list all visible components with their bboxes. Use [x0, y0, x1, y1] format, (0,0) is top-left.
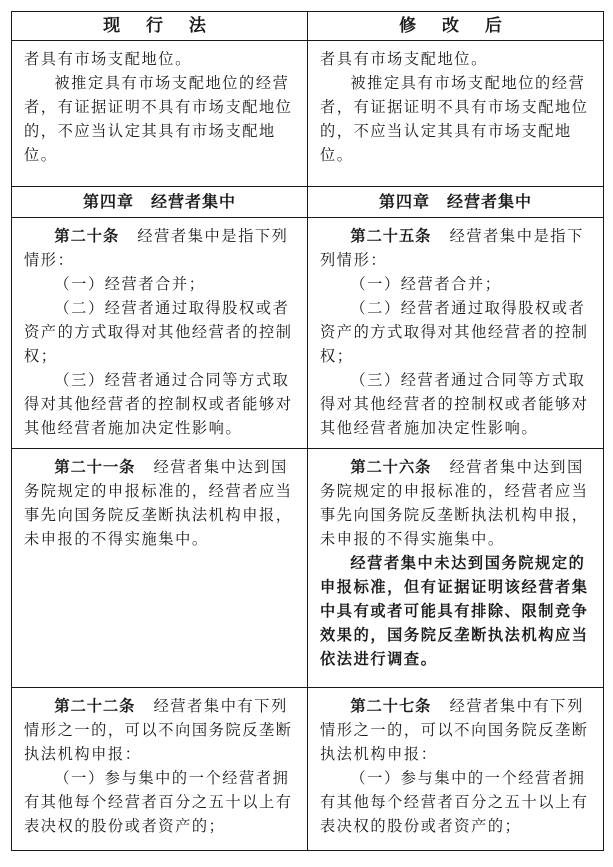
law-comparison-table — [11, 11, 604, 851]
article-paragraph — [24, 455, 297, 551]
paragraph: 被推定具有市场支配地位的经营者，有证据证明不具有市场支配地位的，不应当认定其具有市场支配地位。 — [24, 74, 293, 164]
article-text: 经营者集中达到国务院规定的申报标准的，经营者应当事先向国务院反垄断执法机构申报，未申报的不得实施集中。 — [24, 458, 293, 548]
article-text: 经营者集中有下列情形之一的，可以不向国务院反垄断执法机构申报： — [24, 697, 293, 763]
paragraph: 者具有市场支配地位。 — [24, 50, 192, 68]
article-paragraph — [320, 455, 593, 551]
list-item: （二）经营者通过取得股权或者资产的方式取得对其他经营者的控制权； — [24, 299, 293, 365]
cell-article-26-revised — [308, 449, 604, 688]
article-paragraph — [24, 694, 297, 766]
paragraph: 被推定具有市场支配地位的经营者，有证据证明不具有市场支配地位的，不应当认定其具有市场支配地位。 — [320, 74, 589, 164]
row-article-21 — [12, 449, 604, 688]
article-number: 第二十条 — [54, 227, 120, 245]
article-paragraph — [24, 224, 297, 272]
list-item: （三）经营者通过合同等方式取得对其他经营者的控制权或者能够对其他经营者施加决定性影响。 — [320, 371, 589, 437]
cell-article-21-current — [12, 449, 308, 688]
article-text: 经营者集中达到国务院规定的申报标准的，经营者应当事先向国务院反垄断执法机构申报，未申报的不得实施集中。 — [320, 458, 589, 548]
cell-article-27-revised — [308, 688, 604, 851]
article-number: 第二十二条 — [54, 697, 136, 715]
chapter-heading-current: 第四章 经营者集中 — [12, 187, 308, 218]
header-revised-law: 修 改 后 — [308, 12, 604, 41]
article-number: 第二十六条 — [350, 458, 432, 476]
article-text: 经营者集中是指下列情形： — [24, 227, 289, 269]
article-number: 第二十五条 — [350, 227, 432, 245]
list-item: （一）经营者合并； — [350, 275, 502, 293]
list-item: （一）参与集中的一个经营者拥有其他每个经营者百分之五十以上有表决权的股份或者资产的； — [24, 769, 293, 835]
row-chapter-heading — [12, 187, 604, 218]
cell-intro-current — [12, 41, 308, 187]
article-paragraph — [320, 224, 593, 272]
header-current-law: 现 行 法 — [12, 12, 308, 41]
added-paragraph: 经营者集中未达到国务院规定的申报标准，但有证据证明该经营者集中具有或者可能具有排除、限制竞争效果的，国务院反垄断执法机构应当依法进行调查。 — [320, 554, 589, 668]
article-number: 第二十七条 — [350, 697, 432, 715]
article-paragraph — [320, 694, 593, 766]
cell-article-20-current — [12, 218, 308, 449]
article-number: 第二十一条 — [54, 458, 136, 476]
cell-article-22-current — [12, 688, 308, 851]
article-text: 经营者集中有下列情形之一的，可以不向国务院反垄断执法机构申报： — [320, 697, 589, 763]
row-intro — [12, 41, 604, 187]
list-item: （一）参与集中的一个经营者拥有其他每个经营者百分之五十以上有表决权的股份或者资产的； — [320, 769, 589, 835]
header-row — [12, 12, 604, 41]
row-article-20 — [12, 218, 604, 449]
list-item: （一）经营者合并； — [54, 275, 206, 293]
row-article-22 — [12, 688, 604, 851]
cell-article-25-revised — [308, 218, 604, 449]
cell-intro-revised — [308, 41, 604, 187]
paragraph: 者具有市场支配地位。 — [320, 50, 488, 68]
list-item: （三）经营者通过合同等方式取得对其他经营者的控制权或者能够对其他经营者施加决定性影响。 — [24, 371, 293, 437]
list-item: （二）经营者通过取得股权或者资产的方式取得对其他经营者的控制权； — [320, 299, 589, 365]
chapter-heading-revised: 第四章 经营者集中 — [308, 187, 604, 218]
article-text: 经营者集中是指下列情形： — [320, 227, 584, 269]
